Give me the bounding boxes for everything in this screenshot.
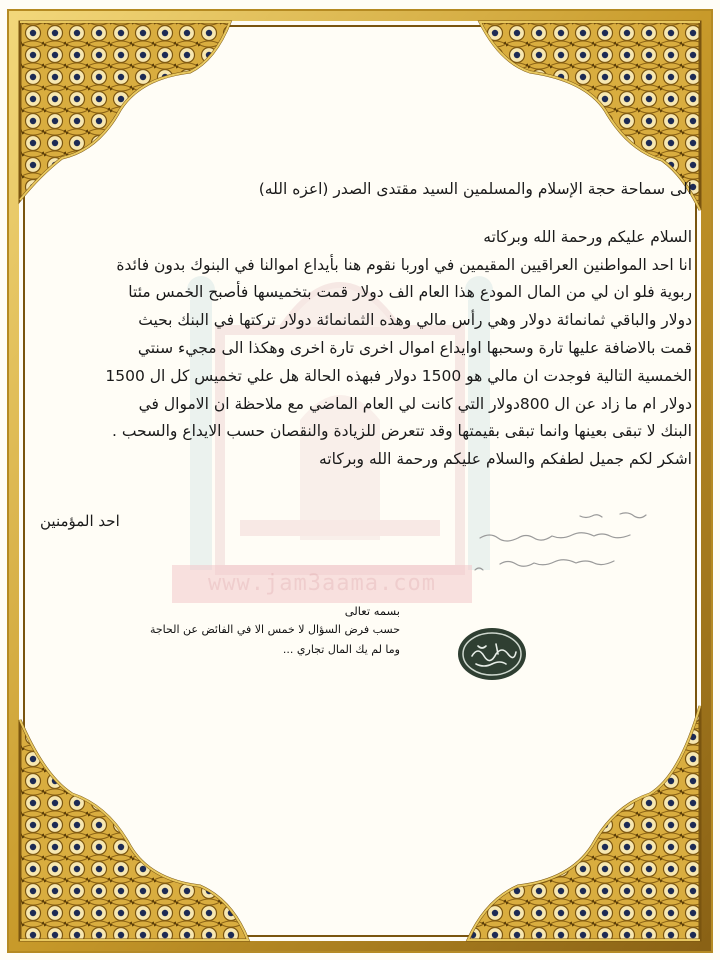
reply-heading: بسمه تعالى — [344, 604, 400, 618]
reply-block — [149, 602, 400, 660]
reply-line: وما لم يك المال تجاري ... — [282, 643, 400, 656]
corner-ornament-bottom-right — [468, 706, 700, 940]
letter-line: البنك لا تبقى بعينها وانما تبقى بقيمتها وقد تتعرض للزيادة والنقصان حسب الايداع والسحب . — [111, 422, 692, 441]
letter-body — [28, 176, 692, 474]
reply-line: حسب فرض السؤال لا خمس الا في الفائض عن الحاجة — [149, 623, 400, 636]
letter-line: ربوية فلو ان لي من المال المودع هذا العام الف دولار قمت بتخميسها فأصبح الخمس مئتا — [128, 283, 692, 302]
corner-ornament-top-left — [20, 22, 230, 200]
letter-line: الخمسية التالية فوجدت ان مالي هو 1500 دولار فبهذه الحالة هل علي تخميس كل ال 1500 — [105, 366, 692, 385]
letter-signature: احد المؤمنين — [40, 512, 120, 530]
letter-address-line: الى سماحة حجة الإسلام والمسلمين السيد مقتدى الصدر (اعزه الله) — [258, 180, 692, 198]
letter-line: قمت بالاضافة عليها تارة وسحبها اوايداع اموال اخرى تارة اخرى وهكذا الى مجيء سنتي — [137, 338, 692, 357]
handwritten-note — [470, 508, 660, 582]
letter-line: دولار والباقي ثمانمائة دولار وهي رأس مالي وهذه الثمانمائة دولار تركتها في البنك بحيث — [138, 311, 692, 330]
letter-line: انا احد المواطنين العراقيين المقيمين في اوربا نقوم هنا بأيداع اموالنا في البنوك بدون فائدة — [116, 255, 692, 274]
letter-line: اشكر لكم جميل لطفكم والسلام عليكم ورحمة الله وبركاته — [318, 450, 692, 469]
letter-line: دولار ام ما زاد عن ال 800دولار التي كانت لي العام الماضي مع ملاحظة ان الاموال في — [138, 394, 692, 413]
letter-greeting: السلام عليكم ورحمة الله وبركاته — [483, 227, 692, 246]
watermark-url: www.jam3aama.com — [172, 565, 472, 603]
seal-stamp — [456, 626, 528, 682]
corner-ornament-bottom-left — [20, 720, 248, 940]
